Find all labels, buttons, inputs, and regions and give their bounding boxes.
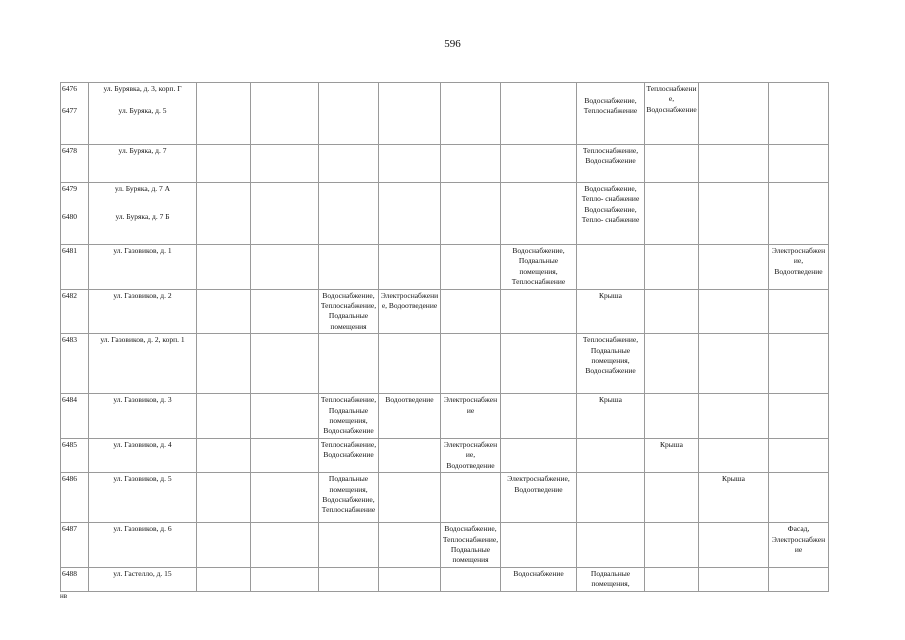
row-cell — [645, 289, 699, 334]
row-cell — [645, 394, 699, 439]
row-cell — [577, 523, 645, 568]
row-cell — [197, 289, 251, 334]
row-cell — [501, 438, 577, 472]
row-cell — [379, 523, 441, 568]
row-cell: Водоснабжение — [501, 567, 577, 591]
page-number: 596 — [444, 38, 461, 50]
row-number: 6484 — [61, 394, 89, 439]
row-cell — [577, 473, 645, 523]
row-cell: Водоснабжение, Теплоснабжение, Подвальные помещения — [441, 523, 501, 568]
row-cell — [501, 334, 577, 394]
row-cell: Подвальные помещения, Водоснабжение, Теплоснабжение — [319, 473, 379, 523]
row-cell — [251, 473, 319, 523]
row-cell — [379, 438, 441, 472]
row-cell: Водоснабжение, Теплоснабжение, Подвальные помещения — [319, 289, 379, 334]
row-cell — [645, 145, 699, 183]
row-number: 6487 — [61, 523, 89, 568]
row-cell — [197, 245, 251, 290]
row-cell — [769, 83, 829, 145]
row-cell: Теплоснабжение, Водоснабжение — [319, 438, 379, 472]
row-cell — [441, 145, 501, 183]
row-cell — [645, 473, 699, 523]
row-cell — [197, 473, 251, 523]
row-cell: Теплоснабжение, Подвальные помещения, Водоснабжение — [319, 394, 379, 439]
row-number: 6488 — [61, 567, 89, 591]
row-cell: Электроснабжение, Водоотведение — [441, 438, 501, 472]
row-cell — [251, 523, 319, 568]
row-cell — [441, 289, 501, 334]
table-row — [61, 334, 889, 394]
row-cell — [769, 145, 829, 183]
row-cell: Электроснабжение, Водоотведение — [769, 245, 829, 290]
row-cell — [379, 567, 441, 591]
row-address: ул. Газовиков, д. 1 — [89, 245, 197, 290]
row-address: ул. Буряка, д. 7 — [89, 145, 197, 183]
row-cell — [379, 183, 441, 245]
row-cell — [319, 245, 379, 290]
row-cell: Крыша — [577, 289, 645, 334]
table-row — [61, 145, 889, 183]
row-cell — [769, 394, 829, 439]
row-number: 6481 — [61, 245, 89, 290]
row-cell — [319, 567, 379, 591]
register-table — [60, 82, 889, 592]
table-row — [61, 83, 889, 145]
row-cell — [441, 245, 501, 290]
footer-mark: нв — [60, 592, 68, 600]
table-row — [61, 473, 889, 523]
row-address: ул. Буряка, д. 7 А ул. Буряка, д. 7 Б — [89, 183, 197, 245]
row-cell — [769, 334, 829, 394]
row-cell — [197, 438, 251, 472]
row-cell — [769, 289, 829, 334]
row-cell — [251, 567, 319, 591]
row-cell: Электроснабжение — [441, 394, 501, 439]
row-address: ул. Газовиков, д. 3 — [89, 394, 197, 439]
row-cell — [645, 183, 699, 245]
row-cell — [379, 473, 441, 523]
table-row — [61, 567, 889, 591]
row-cell — [379, 245, 441, 290]
row-cell — [251, 334, 319, 394]
row-cell: Электроснабжение, Водоотведение — [379, 289, 441, 334]
row-cell — [441, 183, 501, 245]
row-address: ул. Газовиков, д. 6 — [89, 523, 197, 568]
row-cell: Водоснабжение, Теплоснабжение — [577, 83, 645, 145]
row-cell — [379, 334, 441, 394]
row-cell — [769, 183, 829, 245]
table-row — [61, 438, 889, 472]
row-number: 6483 — [61, 334, 89, 394]
row-number: 6486 — [61, 473, 89, 523]
row-cell — [577, 245, 645, 290]
row-cell — [699, 334, 769, 394]
row-cell: Теплоснабжение, Водоснабжение — [577, 145, 645, 183]
row-cell — [197, 394, 251, 439]
row-cell — [441, 567, 501, 591]
row-address: ул. Бурявка, д. 3, корп. Г ул. Буряка, д. 5 — [89, 83, 197, 145]
row-number: 6479 6480 — [61, 183, 89, 245]
row-cell — [645, 334, 699, 394]
row-cell: Водоснабжение, Тепло- снабжение Водоснабжение, Тепло- снабжение — [577, 183, 645, 245]
row-cell — [769, 567, 829, 591]
row-cell — [251, 394, 319, 439]
row-cell — [251, 83, 319, 145]
row-cell — [645, 523, 699, 568]
row-cell — [319, 83, 379, 145]
row-cell — [501, 523, 577, 568]
row-cell — [699, 145, 769, 183]
row-cell — [197, 567, 251, 591]
row-cell — [769, 438, 829, 472]
row-cell — [699, 438, 769, 472]
row-address: ул. Газовиков, д. 5 — [89, 473, 197, 523]
row-cell — [699, 183, 769, 245]
row-cell — [699, 245, 769, 290]
row-cell — [501, 83, 577, 145]
row-cell — [197, 183, 251, 245]
row-cell — [699, 83, 769, 145]
row-cell — [379, 83, 441, 145]
row-cell: Водоотведение — [379, 394, 441, 439]
row-cell — [699, 289, 769, 334]
table-row — [61, 289, 889, 334]
row-cell — [197, 83, 251, 145]
row-number: 6476 6477 — [61, 83, 89, 145]
row-cell — [197, 145, 251, 183]
row-cell — [197, 523, 251, 568]
row-cell — [251, 145, 319, 183]
row-cell — [251, 438, 319, 472]
row-number: 6478 — [61, 145, 89, 183]
row-cell — [699, 394, 769, 439]
row-cell: Теплоснабжение, Водоснабжение — [645, 83, 699, 145]
row-number: 6482 — [61, 289, 89, 334]
row-cell — [319, 145, 379, 183]
row-cell: Подвальные помещения, — [577, 567, 645, 591]
table-row — [61, 394, 889, 439]
row-cell: Фасад, Электроснабжение — [769, 523, 829, 568]
table-row — [61, 523, 889, 568]
row-cell: Теплоснабжение, Подвальные помещения, Водоснабжение — [577, 334, 645, 394]
row-cell: Электроснабжение, Водоотведение — [501, 473, 577, 523]
table-row — [61, 183, 889, 245]
row-cell — [501, 145, 577, 183]
row-address: ул. Газовиков, д. 2, корп. 1 — [89, 334, 197, 394]
row-cell — [319, 183, 379, 245]
row-cell — [319, 523, 379, 568]
row-cell — [699, 523, 769, 568]
row-cell — [251, 289, 319, 334]
row-cell — [197, 334, 251, 394]
row-cell — [501, 394, 577, 439]
row-cell — [251, 183, 319, 245]
row-cell — [441, 473, 501, 523]
row-cell — [441, 83, 501, 145]
row-cell — [501, 183, 577, 245]
row-cell — [645, 245, 699, 290]
row-cell: Крыша — [577, 394, 645, 439]
row-address: ул. Газовиков, д. 4 — [89, 438, 197, 472]
row-address: ул. Гастелло, д. 15 — [89, 567, 197, 591]
row-cell — [645, 567, 699, 591]
row-cell — [577, 438, 645, 472]
row-cell — [251, 245, 319, 290]
row-address: ул. Газовиков, д. 2 — [89, 289, 197, 334]
row-cell — [501, 289, 577, 334]
table-row — [61, 245, 889, 290]
row-number: 6485 — [61, 438, 89, 472]
row-cell — [319, 334, 379, 394]
row-cell: Водоснабжение, Подвальные помещения, Теплоснабжение — [501, 245, 577, 290]
row-cell: Крыша — [699, 473, 769, 523]
row-cell — [699, 567, 769, 591]
row-cell: Крыша — [645, 438, 699, 472]
row-cell — [379, 145, 441, 183]
row-cell — [769, 473, 829, 523]
row-cell — [441, 334, 501, 394]
